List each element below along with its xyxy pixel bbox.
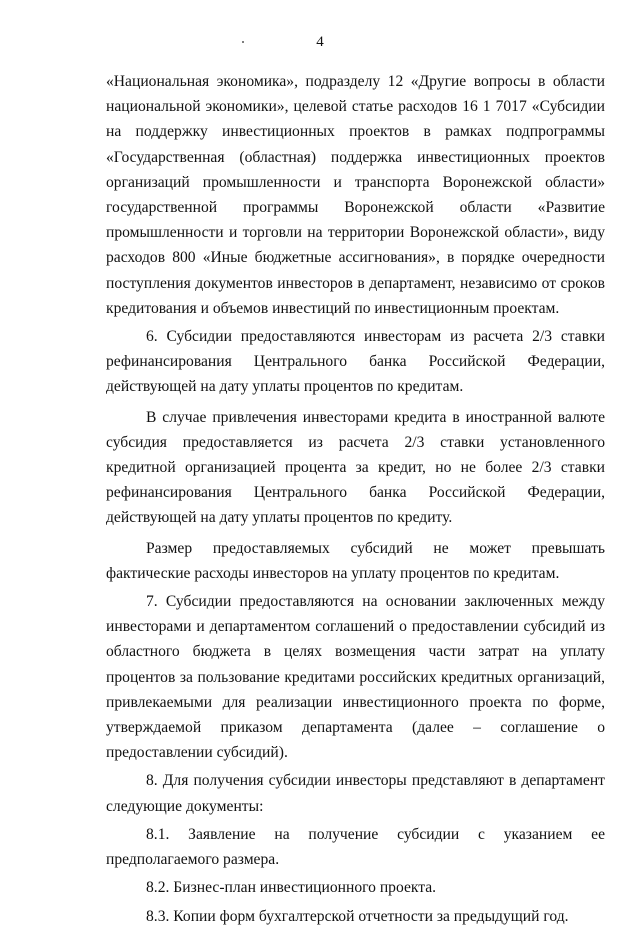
paragraph-item-8-2: 8.2. Бизнес-план инвестиционного проекта. bbox=[146, 879, 437, 897]
page-number: 4 bbox=[316, 34, 324, 50]
body-text bbox=[106, 69, 605, 929]
paragraph-item-8: 8. Для получения субсидии инвесторы представляют в департамент следующие документы: bbox=[106, 772, 605, 815]
paragraph-subsidy-limit: Размер предоставляемых субсидий не может превышать фактические расходы инвесторов на уплату процентов по кредитам. bbox=[106, 539, 605, 582]
paragraph-item-8-3: 8.3. Копии форм бухгалтерской отчетности за предыдущий год. bbox=[146, 907, 569, 925]
paragraph-item-8-1: 8.1. Заявление на получение субсидии с указанием ее предполагаемого размера. bbox=[106, 825, 605, 869]
paragraph-item-6: 6. Субсидии предоставляются инвесторам из расчета 2/3 ставки рефинансирования Центрального банка Российской Федерации, действующей на дату уплаты процентов по кредитам. bbox=[106, 328, 605, 396]
scan-speck bbox=[242, 41, 244, 43]
paragraph-item-7: 7. Субсидии предоставляются на основании заключенных между инвесторами и департаментом соглашений о предоставлении субсидий из областного бюджета в целях возмещения части затрат на уплату процентов за пользование кредитами российских кредитных организаций, привлекаемыми для реализации инвестиционного проекта по форме, утверждаемой приказом департамента (далее – соглашение о предоставлении субсидий). bbox=[106, 593, 605, 762]
paragraph-continuation: «Национальная экономика», подразделу 12 «Другие вопросы в области национальной экономики», целевой статье расходов 16 1 7017 «Субсидии на поддержку инвестиционных проектов в рамках подпрограммы «Государственная (областная) поддержка инвестиционных проектов организаций промышленности и транспорта Воронежской области» государственной программы Воронежской области «Развитие промышленности и торговли на территории Воронежской области», виду расходов 800 «Иные бюджетные ассигнования», в порядке очередности поступления документов инвесторов в департамент, независимо от сроков кредитования и объемов инвестиций по инвестиционным проектам. bbox=[106, 73, 605, 317]
paragraph-foreign-currency: В случае привлечения инвесторами кредита в иностранной валюте субсидия предоставляется из расчета 2/3 ставки установленного кредитной организацией процента за кредит, но не более 2/3 ставки рефинансирования Центрального банка Российской Федерации, действующей на дату уплаты процентов по кредиту. bbox=[106, 408, 605, 527]
